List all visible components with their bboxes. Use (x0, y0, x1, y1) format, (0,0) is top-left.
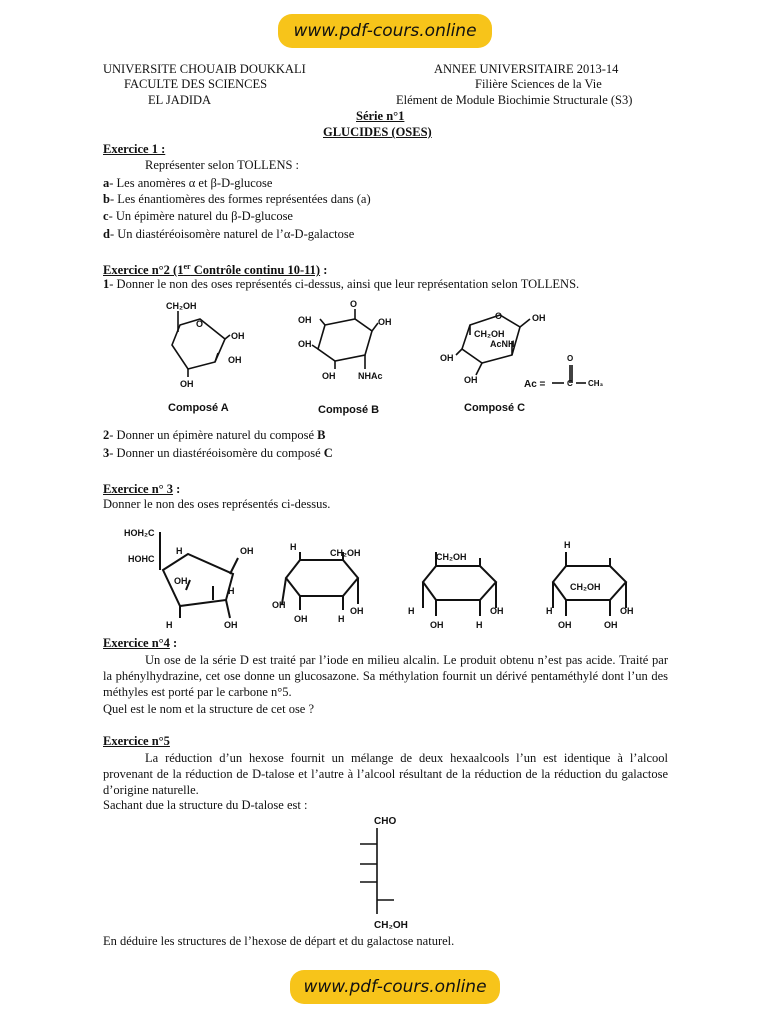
a-oh3: OH (180, 379, 194, 389)
ex1-item-a: a- Les anomères α et β-D-glucose (103, 176, 273, 190)
s2-ch2oh: CH₂OH (330, 548, 361, 558)
s4-oh2: OH (558, 620, 572, 630)
a-oh2: OH (228, 355, 242, 365)
s4-oh1: OH (620, 606, 634, 616)
label-compose-b: Composé B (318, 404, 380, 416)
ex5-title: Exercice n°5 (103, 734, 170, 748)
a-ch2oh: CH₂OH (166, 301, 197, 311)
ac-label: Ac = (524, 379, 546, 390)
ex1-intro: Représenter selon TOLLENS : (145, 158, 300, 172)
talose-ch2oh: CH₂OH (374, 920, 408, 931)
ex2-title: Exercice n°2 (1er Contrôle continu 10-11) : (103, 262, 328, 278)
header-city: EL JADIDA (148, 93, 212, 107)
a-o: O (196, 319, 204, 329)
talose-fischer (350, 812, 430, 932)
ex4-question: Quel est le nom et la structure de cet ose ? (103, 702, 315, 716)
talose-cho: CHO (374, 816, 397, 827)
s4-h1: H (564, 540, 571, 550)
ex3-text: Donner le non des oses représentés ci-dessus. (103, 497, 331, 511)
s1-hoh2c: HOH₂C (124, 528, 155, 538)
ex2-q2: 2- Donner un épimère naturel du composé B (103, 428, 326, 442)
ex1-item-d: d- Un diastéréoisomère naturel de l’α-D-galactose (103, 227, 355, 241)
b-o: O (350, 299, 358, 309)
ex2-structures (140, 297, 630, 402)
s2-oh3: OH (294, 614, 308, 624)
c-acnh: AcNH (490, 339, 515, 349)
c-o: O (495, 311, 503, 321)
b-ho2: OH (298, 339, 312, 349)
c-oh: OH (532, 313, 546, 323)
ex5-sachant: Sachant due la structure du D-talose est : (103, 798, 308, 812)
ex5-paragraph: La réduction d’un hexose fournit un mélange de deux hexaalcools l’un est identique à l’alcool provenant de la réduction de D-talose et l’autre à l’alcool résultant de la réduction de la réduction du galactose d’origine naturelle. (103, 751, 668, 797)
c-ho: OH (440, 353, 454, 363)
s1-hohc: HOHC (128, 554, 155, 564)
s1-oh1: OH (240, 546, 254, 556)
s1-oh2: OH (174, 576, 188, 586)
theme-title: GLUCIDES (OSES) (323, 125, 432, 139)
header-module: Elément de Module Biochimie Structurale (S3) (396, 93, 633, 107)
header-filiere: Filière Sciences de la Vie (475, 77, 602, 91)
header-year: ANNEE UNIVERSITAIRE 2013-14 (434, 62, 619, 76)
c-ch2oh: CH₂OH (474, 329, 505, 339)
s2-oh2: OH (350, 606, 364, 616)
ac-ch3: CH₃ (588, 379, 604, 388)
c-oh2: OH (464, 375, 478, 385)
s4-oh3: OH (604, 620, 618, 630)
ex2-q1: 1- Donner le non des oses représentés ci-dessus, ainsi que leur représentation selon TOLLENS. (103, 277, 580, 291)
serie-title: Série n°1 (356, 109, 405, 123)
s4-ch2oh: CH₂OH (570, 582, 601, 592)
s1-oh3: OH (224, 620, 238, 630)
s2-h2: H (338, 614, 345, 624)
header-university: UNIVERSITE CHOUAIB DOUKKALI (103, 62, 306, 76)
s3-ch2oh: CH₂OH (436, 552, 467, 562)
bottom-banner[interactable] (290, 970, 500, 1004)
ex3-structures (118, 522, 658, 634)
ac-o: O (567, 354, 574, 363)
s3-h2: H (476, 620, 483, 630)
a-oh1: OH (231, 331, 245, 341)
s2-oh1: OH (272, 600, 286, 610)
bottom-banner-text: www.pdf-cours.online (303, 977, 487, 997)
top-banner[interactable] (278, 14, 492, 48)
ex4-paragraph: Un ose de la série D est traité par l’iode en milieu alcalin. Le produit obtenu n’est pas acide. Traité par la phénylhydrazine, cet ose donne un glucosazone. Sa méthylation fournit un dérivé pentaméthylé dont l’un des méthyles est porté par le carbone n°5. (103, 653, 668, 699)
ex1-title: Exercice 1 : (103, 142, 166, 156)
ex1-item-c: c- Un épimère naturel du β-D-glucose (103, 209, 293, 223)
label-compose-c: Composé C (464, 402, 526, 414)
ex2-q3: 3- Donner un diastéréoisomère du composé C (103, 446, 333, 460)
s3-h1: H (408, 606, 415, 616)
top-banner-text: www.pdf-cours.online (293, 21, 477, 41)
ex3-title: Exercice n° 3 : (103, 482, 181, 496)
s3-oh2: OH (430, 620, 444, 630)
ex1-item-b: b- Les énantiomères des formes représentées dans (a) (103, 192, 371, 206)
s4-h2: H (546, 606, 553, 616)
ex5-conclusion: En déduire les structures de l’hexose de départ et du galactose naturel. (103, 934, 455, 948)
b-nhac: NHAc (358, 371, 383, 381)
s1-h2: H (166, 620, 173, 630)
s2-h1: H (290, 542, 297, 552)
b-ho1: OH (298, 315, 312, 325)
s1-h1: H (228, 586, 235, 596)
s3-oh1: OH (490, 606, 504, 616)
b-oh3: OH (322, 371, 336, 381)
s1-o: H (176, 546, 183, 556)
header-faculty: FACULTE DES SCIENCES (124, 77, 268, 91)
ac-c: C (567, 379, 573, 388)
b-oh: OH (378, 317, 392, 327)
ex4-title: Exercice n°4 : (103, 636, 178, 650)
label-compose-a: Composé A (168, 402, 229, 414)
